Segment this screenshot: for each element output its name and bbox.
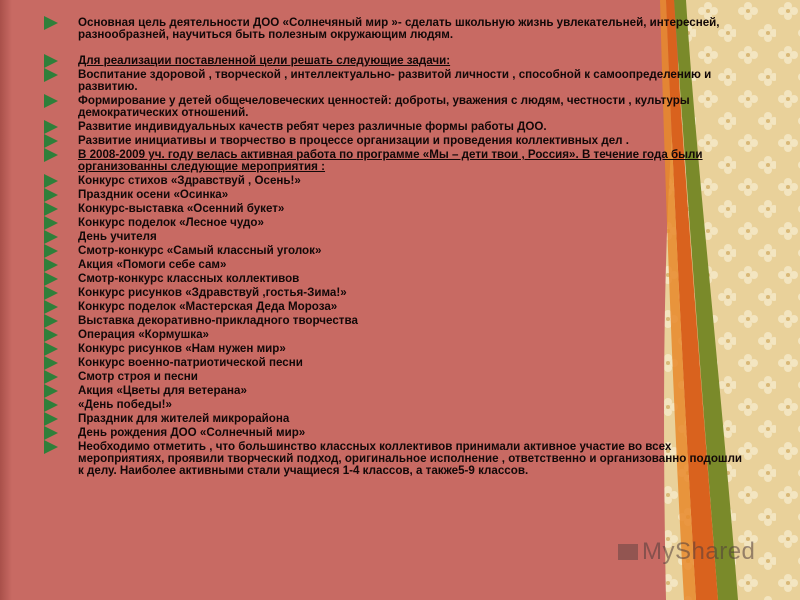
- events-heading: В 2008-2009 уч. году велась активная работа по программе «Мы – дети твои , Россия». В течение года были организованны следующие мероприятия :: [78, 149, 746, 173]
- event-item: Смотр-конкурс «Самый классный уголок»: [78, 245, 746, 257]
- watermark-icon: [618, 544, 638, 560]
- event-item: Операция «Кормушка»: [78, 329, 746, 341]
- goal-paragraph: Основная цель деятельности ДОО «Солнечяный мир »- сделать школьную жизнь увлекательней, интересней, разнообразней, научиться быть полезным окружающим людям.: [78, 17, 746, 41]
- event-item: День учителя: [78, 231, 746, 243]
- event-item: Праздник для жителей микрорайона: [78, 413, 746, 425]
- left-edge-shade: [0, 0, 12, 600]
- text-block: [78, 17, 746, 477]
- event-item: Праздник осени «Осинка»: [78, 189, 746, 201]
- event-item: День рождения ДОО «Солнечный мир»: [78, 427, 746, 439]
- watermark-text: MyShared: [642, 538, 756, 565]
- task-item: Воспитание здоровой , творческой , интеллектуально- развитой личности , способной к самоопределению и развитию.: [78, 69, 746, 93]
- event-item: Конкурс-выставка «Осенний букет»: [78, 203, 746, 215]
- event-item: Конкурс военно-патриотической песни: [78, 357, 746, 369]
- task-item: Формирование у детей общечеловеческих ценностей: доброты, уважения с людям, честности , культуры демократических отношений.: [78, 95, 746, 119]
- tasks-heading: Для реализации поставленной цели решать следующие задачи:: [78, 55, 746, 67]
- event-item: Конкурс рисунков «Нам нужен мир»: [78, 343, 746, 355]
- conclusion-paragraph: Необходимо отметить , что большинство классных коллективов принимали активное участие во всех мероприятиях, проявили творческий подход, оригинальное исполнение , ответственно и организованно подошли к делу. Наиболее активными стали учащиеся 1-4 классов, а также5-9 классов.: [78, 441, 746, 477]
- event-item: Конкурс стихов «Здравствуй , Осень!»: [78, 175, 746, 187]
- watermark-logo: [618, 538, 755, 566]
- event-item: Конкурс рисунков «Здравствуй ,гостья-Зима!»: [78, 287, 746, 299]
- event-item: Акция «Цветы для ветерана»: [78, 385, 746, 397]
- event-item: Выставка декоративно-прикладного творчества: [78, 315, 746, 327]
- event-item: Акция «Помоги себе сам»: [78, 259, 746, 271]
- task-item: Развитие инициативы и творчество в процессе организации и проведения коллективных дел .: [78, 135, 746, 147]
- event-item: Конкурс поделок «Мастерская Деда Мороза»: [78, 301, 746, 313]
- event-item: Смотр-конкурс классных коллективов: [78, 273, 746, 285]
- event-item: Смотр строя и песни: [78, 371, 746, 383]
- task-item: Развитие индивидуальных качеств ребят через различные формы работы ДОО.: [78, 121, 746, 133]
- event-item: Конкурс поделок «Лесное чудо»: [78, 217, 746, 229]
- event-item: «День победы!»: [78, 399, 746, 411]
